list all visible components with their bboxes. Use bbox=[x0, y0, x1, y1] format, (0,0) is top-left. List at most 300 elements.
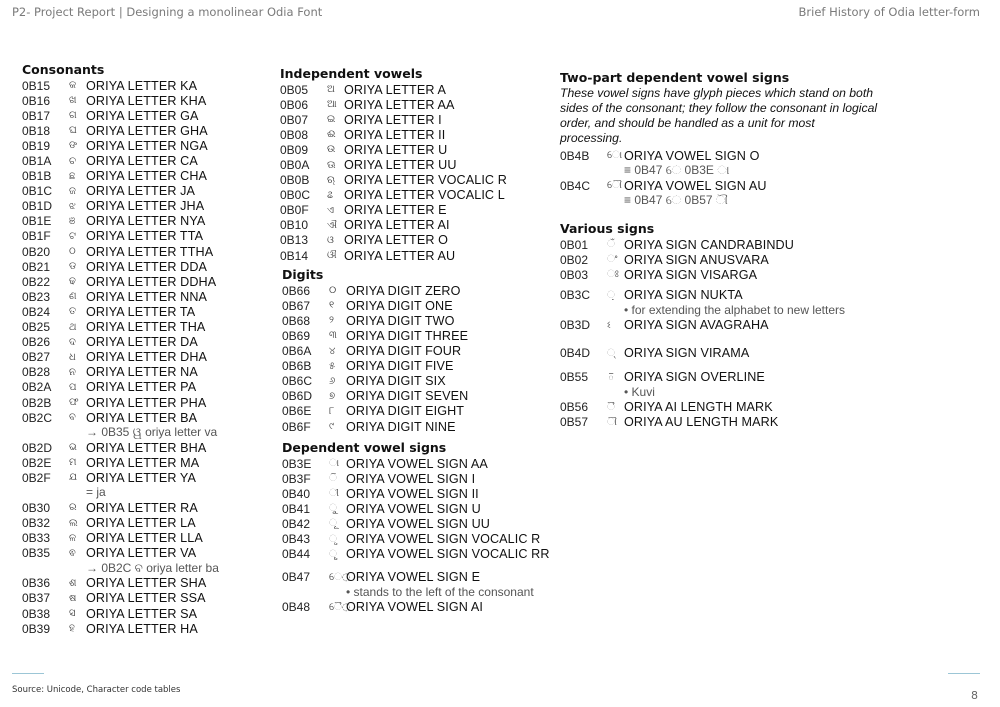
character-name: ORIYA LETTER DDHA bbox=[86, 274, 217, 289]
character-row bbox=[560, 287, 880, 302]
code-point: 0B22 bbox=[22, 274, 51, 289]
code-point: 0B18 bbox=[22, 123, 51, 138]
character-note: ≡ 0B47 େ 0B3E ା bbox=[624, 163, 730, 178]
column-two bbox=[280, 65, 550, 615]
character-row bbox=[22, 229, 219, 244]
glyph-sample: ଡ bbox=[69, 261, 77, 273]
character-name: ORIYA SIGN OVERLINE bbox=[624, 370, 765, 385]
character-row bbox=[560, 400, 880, 415]
glyph-sample: ତ bbox=[69, 306, 77, 318]
code-point: 0B37 bbox=[22, 591, 51, 606]
character-row bbox=[560, 415, 880, 430]
character-row bbox=[22, 93, 219, 108]
code-point: 0B1E bbox=[22, 214, 52, 229]
character-row bbox=[22, 123, 219, 138]
character-row bbox=[282, 313, 550, 328]
glyph-sample: ଣ bbox=[69, 291, 77, 303]
code-point: 0B1F bbox=[22, 229, 51, 244]
character-name: ORIYA LETTER KA bbox=[86, 78, 198, 93]
character-row bbox=[22, 169, 219, 184]
glyph-sample: ଢ bbox=[69, 276, 76, 288]
code-point: 0B26 bbox=[22, 335, 51, 350]
character-row bbox=[560, 318, 880, 333]
glyph-sample: ଞ bbox=[69, 215, 76, 227]
glyph-sample: େ◌ bbox=[329, 571, 351, 583]
character-row bbox=[560, 148, 880, 163]
glyph-sample: ଲ bbox=[69, 517, 78, 529]
character-name: ORIYA LETTER SA bbox=[86, 606, 198, 621]
glyph-sample: ଛ bbox=[69, 170, 76, 182]
character-row bbox=[280, 188, 550, 203]
character-note: ≡ 0B47 େ 0B57 ୗ bbox=[624, 193, 728, 208]
character-row bbox=[22, 576, 219, 591]
various-signs-group-3 bbox=[560, 346, 880, 361]
character-note: • Kuvi bbox=[624, 384, 655, 399]
code-point: 0B01 bbox=[560, 237, 589, 252]
code-point: 0B6C bbox=[282, 374, 313, 389]
code-point: 0B25 bbox=[22, 320, 51, 335]
code-point: 0B09 bbox=[280, 142, 309, 157]
code-point: 0B56 bbox=[560, 400, 589, 415]
glyph-sample: ଉ bbox=[327, 144, 336, 156]
character-name: ORIYA LETTER VOCALIC L bbox=[344, 188, 505, 203]
code-point: 0B28 bbox=[22, 365, 51, 380]
character-row bbox=[22, 350, 219, 365]
character-name: ORIYA LETTER PHA bbox=[86, 395, 207, 410]
dependent-vowels-list bbox=[282, 456, 550, 562]
various-signs-group-1 bbox=[560, 237, 880, 282]
character-note: = ja bbox=[86, 485, 106, 500]
digits-list bbox=[282, 283, 550, 434]
character-row bbox=[282, 600, 550, 615]
character-name: ORIYA LETTER E bbox=[344, 203, 447, 218]
character-row bbox=[22, 214, 219, 229]
glyph-sample: ◌ୄ bbox=[329, 548, 337, 560]
character-name: ORIYA SIGN NUKTA bbox=[624, 288, 743, 303]
character-row bbox=[282, 456, 550, 471]
glyph-sample: ଗ bbox=[69, 110, 77, 122]
character-row bbox=[22, 470, 219, 485]
character-name: ORIYA SIGN CANDRABINDU bbox=[624, 237, 794, 252]
character-row bbox=[560, 346, 880, 361]
glyph-sample: ୯ bbox=[329, 421, 334, 433]
character-row bbox=[282, 486, 550, 501]
code-point: 0B55 bbox=[560, 370, 589, 385]
code-point: 0B03 bbox=[560, 267, 589, 282]
code-point: 0B6F bbox=[282, 419, 311, 434]
character-row bbox=[282, 389, 550, 404]
glyph-sample: ୭ bbox=[329, 390, 336, 402]
code-point: 0B2A bbox=[22, 380, 52, 395]
glyph-sample: ◌୍ bbox=[607, 347, 615, 359]
code-point: 0B40 bbox=[282, 486, 311, 501]
independent-vowels-list bbox=[280, 82, 550, 263]
glyph-sample: ୪ bbox=[329, 345, 336, 357]
character-row bbox=[280, 173, 550, 188]
code-point: 0B24 bbox=[22, 304, 51, 319]
glyph-sample: ଭ bbox=[69, 442, 77, 454]
character-row bbox=[22, 365, 219, 380]
glyph-sample: ଋ bbox=[327, 174, 336, 186]
glyph-sample: ଅ bbox=[327, 84, 335, 96]
character-note: • for extending the alphabet to new letters bbox=[624, 302, 846, 317]
glyph-sample: ୦ bbox=[329, 285, 337, 297]
character-row bbox=[560, 370, 880, 385]
glyph-sample: ଽ bbox=[607, 319, 611, 331]
character-name: ORIYA LETTER AU bbox=[344, 248, 456, 263]
character-row bbox=[22, 455, 219, 470]
character-name: ORIYA AI LENGTH MARK bbox=[624, 400, 773, 415]
glyph-sample: ଝ bbox=[69, 200, 76, 212]
header-left-title: P2- Project Report | Designing a monolinear Odia Font bbox=[12, 5, 323, 19]
code-point: 0B1B bbox=[22, 169, 52, 184]
code-point: 0B41 bbox=[282, 501, 311, 516]
character-row bbox=[22, 289, 219, 304]
independent-vowels-title: Independent vowels bbox=[280, 66, 423, 81]
code-point: 0B42 bbox=[282, 516, 311, 531]
glyph-sample: ଇ bbox=[327, 114, 336, 126]
glyph-sample: ସ bbox=[69, 608, 76, 620]
code-point: 0B4B bbox=[560, 148, 590, 163]
character-name: ORIYA LETTER TA bbox=[86, 304, 196, 319]
character-name: ORIYA LETTER AI bbox=[344, 218, 450, 233]
code-point: 0B08 bbox=[280, 127, 309, 142]
character-row bbox=[282, 374, 550, 389]
code-point: 0B13 bbox=[280, 233, 309, 248]
glyph-sample: ଊ bbox=[327, 159, 336, 171]
character-row bbox=[282, 328, 550, 343]
character-name: ORIYA LETTER VA bbox=[86, 546, 197, 561]
character-row bbox=[560, 178, 880, 193]
character-name: ORIYA LETTER U bbox=[344, 142, 448, 157]
character-name: ORIYA DIGIT NINE bbox=[346, 419, 456, 434]
consonants-title: Consonants bbox=[22, 62, 105, 77]
character-name: ORIYA DIGIT SIX bbox=[346, 374, 446, 389]
various-signs-group-2 bbox=[560, 287, 880, 332]
footer-rule-left bbox=[12, 673, 44, 674]
dependent-vowels-title: Dependent vowel signs bbox=[282, 440, 447, 456]
character-row bbox=[282, 471, 550, 486]
code-point: 0B0F bbox=[280, 203, 309, 218]
character-row bbox=[280, 218, 550, 233]
glyph-sample: ◌ଁ bbox=[607, 239, 615, 251]
character-row bbox=[282, 404, 550, 419]
character-name: ORIYA AU LENGTH MARK bbox=[624, 415, 779, 430]
character-name: ORIYA LETTER THA bbox=[86, 320, 206, 335]
glyph-sample: ଷ bbox=[69, 592, 77, 604]
code-point: 0B10 bbox=[280, 218, 309, 233]
character-name: ORIYA LETTER VOCALIC R bbox=[344, 173, 507, 188]
character-row bbox=[22, 380, 219, 395]
code-point: 0B30 bbox=[22, 500, 51, 515]
character-row bbox=[22, 138, 219, 153]
character-name: ORIYA VOWEL SIGN AU bbox=[624, 178, 767, 193]
code-point: 0B1C bbox=[22, 184, 53, 199]
character-row bbox=[22, 606, 219, 621]
character-row bbox=[282, 516, 550, 531]
character-row bbox=[282, 532, 550, 547]
glyph-sample: ଈ bbox=[327, 129, 336, 141]
character-row bbox=[22, 320, 219, 335]
two-part-title: Two-part dependent vowel signs bbox=[560, 70, 790, 85]
code-point: 0B4D bbox=[560, 346, 591, 361]
code-point: 0B57 bbox=[560, 415, 589, 430]
character-row bbox=[22, 410, 219, 425]
code-point: 0B68 bbox=[282, 313, 311, 328]
glyph-sample: ◌ୗ bbox=[607, 416, 617, 428]
code-point: 0B36 bbox=[22, 576, 51, 591]
character-name: ORIYA LETTER O bbox=[344, 233, 449, 248]
glyph-sample: ଘ bbox=[69, 125, 77, 137]
glyph-sample: ◌ୁ bbox=[329, 503, 337, 515]
character-row bbox=[22, 440, 219, 455]
character-name: ORIYA LETTER DDA bbox=[86, 259, 208, 274]
character-name: ORIYA LETTER SHA bbox=[86, 576, 207, 591]
consonants-list bbox=[22, 78, 219, 636]
glyph-sample: ◌ା bbox=[329, 458, 340, 470]
glyph-sample: ◌ୀ bbox=[329, 488, 340, 500]
character-row bbox=[22, 78, 219, 93]
glyph-sample: କ bbox=[69, 80, 77, 92]
header-right-title: Brief History of Odia letter-form bbox=[798, 5, 980, 19]
character-name: ORIYA VOWEL SIGN UU bbox=[346, 516, 490, 531]
character-note: → 0B2C ବ oriya letter ba bbox=[86, 560, 219, 575]
code-point: 0B2B bbox=[22, 395, 52, 410]
code-point: 0B02 bbox=[560, 252, 589, 267]
character-row bbox=[280, 112, 550, 127]
character-name: ORIYA LETTER BHA bbox=[86, 440, 207, 455]
code-point: 0B6E bbox=[282, 404, 312, 419]
glyph-sample: ୋ bbox=[607, 150, 623, 162]
code-point: 0B3E bbox=[282, 456, 312, 471]
character-row bbox=[282, 419, 550, 434]
page-number: 8 bbox=[971, 689, 978, 702]
character-row bbox=[22, 591, 219, 606]
code-point: 0B0B bbox=[280, 173, 310, 188]
character-name: ORIYA LETTER I bbox=[344, 112, 442, 127]
code-point: 0B6B bbox=[282, 359, 312, 374]
code-point: 0B47 bbox=[282, 570, 311, 585]
character-name: ORIYA LETTER NNA bbox=[86, 289, 208, 304]
two-part-description: These vowel signs have glyph pieces which stand on both sides of the consonant; they follow the consonant in logical order, and should be handled as a unit for most processing. bbox=[560, 86, 878, 145]
character-name: ORIYA DIGIT TWO bbox=[346, 313, 455, 328]
glyph-sample: ଔ bbox=[327, 250, 337, 262]
glyph-sample: ୫ bbox=[329, 360, 336, 372]
character-name: ORIYA DIGIT ONE bbox=[346, 298, 453, 313]
code-point: 0B1D bbox=[22, 199, 53, 214]
character-row bbox=[282, 547, 550, 562]
code-point: 0B33 bbox=[22, 531, 51, 546]
source-note: Source: Unicode, Character code tables bbox=[12, 685, 181, 695]
glyph-sample: ଳ bbox=[69, 532, 77, 544]
glyph-sample: ଐ bbox=[327, 219, 337, 231]
footer-rule-right bbox=[948, 673, 980, 674]
glyph-sample: ଫ bbox=[69, 397, 79, 409]
character-name: ORIYA DIGIT ZERO bbox=[346, 283, 461, 298]
code-point: 0B4C bbox=[560, 178, 591, 193]
character-row bbox=[22, 395, 219, 410]
glyph-sample: ଚ bbox=[69, 155, 77, 167]
character-row bbox=[22, 500, 219, 515]
character-name: ORIYA LETTER SSA bbox=[86, 591, 206, 606]
character-name: ORIYA LETTER YA bbox=[86, 470, 196, 485]
character-row bbox=[22, 153, 219, 168]
code-point: 0B06 bbox=[280, 97, 309, 112]
character-name: ORIYA VOWEL SIGN I bbox=[346, 471, 476, 486]
code-point: 0B15 bbox=[22, 78, 51, 93]
code-point: 0B27 bbox=[22, 350, 51, 365]
character-name: ORIYA LETTER RA bbox=[86, 500, 198, 515]
character-row bbox=[282, 570, 550, 585]
glyph-sample: ଦ bbox=[69, 336, 76, 348]
character-row bbox=[560, 252, 880, 267]
code-point: 0B19 bbox=[22, 138, 51, 153]
character-name: ORIYA LETTER A bbox=[344, 82, 446, 97]
character-row bbox=[282, 501, 550, 516]
glyph-sample: ୈ◌ bbox=[329, 601, 351, 613]
code-point: 0B2F bbox=[22, 470, 51, 485]
character-note: • stands to the left of the consonant bbox=[346, 584, 534, 599]
character-row bbox=[560, 267, 880, 282]
character-row bbox=[22, 304, 219, 319]
code-point: 0B3D bbox=[560, 318, 591, 333]
character-name: ORIYA SIGN ANUSVARA bbox=[624, 252, 769, 267]
character-note: → 0B35 ୱ oriya letter va bbox=[86, 425, 218, 440]
code-point: 0B2C bbox=[22, 410, 53, 425]
code-point: 0B43 bbox=[282, 532, 311, 547]
character-row bbox=[280, 127, 550, 142]
code-point: 0B44 bbox=[282, 547, 311, 562]
column-three bbox=[560, 69, 880, 430]
character-name: ORIYA LETTER CA bbox=[86, 154, 198, 169]
character-row bbox=[22, 244, 219, 259]
glyph-sample: ୬ bbox=[329, 375, 336, 387]
character-row bbox=[22, 274, 219, 289]
character-name: ORIYA LETTER KHA bbox=[86, 93, 207, 108]
character-row bbox=[22, 516, 219, 531]
character-row bbox=[280, 203, 550, 218]
code-point: 0B6D bbox=[282, 389, 313, 404]
character-name: ORIYA VOWEL SIGN AI bbox=[346, 600, 483, 615]
character-row bbox=[22, 184, 219, 199]
character-name: ORIYA LETTER NA bbox=[86, 365, 198, 380]
character-name: ORIYA DIGIT FIVE bbox=[346, 359, 454, 374]
glyph-sample: ଠ bbox=[69, 246, 76, 258]
character-row bbox=[280, 97, 550, 112]
character-name: ORIYA DIGIT THREE bbox=[346, 328, 469, 343]
character-name: ORIYA LETTER DA bbox=[86, 335, 198, 350]
glyph-sample: ◌୕ bbox=[607, 373, 615, 385]
character-name: ORIYA VOWEL SIGN VOCALIC R bbox=[346, 532, 541, 547]
character-name: ORIYA SIGN VISARGA bbox=[624, 267, 758, 282]
character-row bbox=[282, 359, 550, 374]
code-point: 0B05 bbox=[280, 82, 309, 97]
glyph-sample: ଖ bbox=[69, 95, 77, 107]
character-name: ORIYA LETTER PA bbox=[86, 380, 197, 395]
glyph-sample: ପ bbox=[69, 381, 77, 393]
glyph-sample: ୮ bbox=[329, 405, 335, 417]
character-name: ORIYA LETTER NGA bbox=[86, 138, 208, 153]
character-name: ORIYA VOWEL SIGN II bbox=[346, 486, 479, 501]
glyph-sample: ହ bbox=[69, 623, 75, 635]
character-name: ORIYA LETTER AA bbox=[344, 97, 455, 112]
glyph-sample: ଵ bbox=[69, 547, 76, 559]
glyph-sample: ଏ bbox=[327, 204, 335, 216]
character-name: ORIYA LETTER JA bbox=[86, 184, 196, 199]
digits-title: Digits bbox=[282, 267, 324, 283]
code-point: 0B2E bbox=[22, 455, 52, 470]
code-point: 0B69 bbox=[282, 328, 311, 343]
character-name: ORIYA DIGIT FOUR bbox=[346, 344, 462, 359]
code-point: 0B20 bbox=[22, 244, 51, 259]
glyph-sample: ବ bbox=[69, 412, 76, 424]
glyph-sample: ଧ bbox=[69, 351, 76, 363]
character-row bbox=[282, 344, 550, 359]
character-row bbox=[280, 233, 550, 248]
character-name: ORIYA VOWEL SIGN VOCALIC RR bbox=[346, 547, 550, 562]
character-name: ORIYA VOWEL SIGN O bbox=[624, 148, 760, 163]
character-row bbox=[280, 157, 550, 172]
character-name: ORIYA LETTER CHA bbox=[86, 169, 208, 184]
glyph-sample: ◌ଃ bbox=[607, 269, 619, 281]
character-row bbox=[22, 335, 219, 350]
character-name: ORIYA LETTER BA bbox=[86, 410, 198, 425]
consonants-section bbox=[22, 61, 219, 636]
glyph-sample: ଟ bbox=[69, 230, 76, 242]
code-point: 0B32 bbox=[22, 516, 51, 531]
code-point: 0B0A bbox=[280, 158, 310, 173]
glyph-sample: ◌ୂ bbox=[329, 518, 337, 530]
character-name: ORIYA DIGIT SEVEN bbox=[346, 389, 469, 404]
character-name: ORIYA LETTER GHA bbox=[86, 123, 208, 138]
glyph-sample: ଆ bbox=[327, 99, 337, 111]
character-row bbox=[280, 248, 550, 263]
glyph-sample: ଙ bbox=[69, 140, 78, 152]
two-part-list bbox=[560, 148, 880, 208]
character-row bbox=[22, 259, 219, 274]
glyph-sample: ◌ୃ bbox=[329, 533, 337, 545]
glyph-sample: ୧ bbox=[329, 300, 335, 312]
code-point: 0B35 bbox=[22, 546, 51, 561]
code-point: 0B17 bbox=[22, 108, 51, 123]
character-name: ORIYA SIGN AVAGRAHA bbox=[624, 318, 769, 333]
code-point: 0B07 bbox=[280, 112, 309, 127]
code-point: 0B23 bbox=[22, 289, 51, 304]
character-name: ORIYA VOWEL SIGN U bbox=[346, 501, 481, 516]
glyph-sample: ◌ଂ bbox=[607, 254, 618, 266]
character-name: ORIYA LETTER NYA bbox=[86, 214, 206, 229]
character-row bbox=[22, 531, 219, 546]
character-row bbox=[22, 108, 219, 123]
character-name: ORIYA LETTER GA bbox=[86, 108, 199, 123]
character-name: ORIYA LETTER HA bbox=[86, 621, 198, 636]
character-row bbox=[280, 82, 550, 97]
character-row bbox=[282, 298, 550, 313]
code-point: 0B2D bbox=[22, 440, 53, 455]
character-name: ORIYA LETTER TTHA bbox=[86, 244, 214, 259]
character-row bbox=[280, 142, 550, 157]
glyph-sample: ◌଼ bbox=[607, 289, 615, 301]
character-name: ORIYA LETTER LLA bbox=[86, 531, 203, 546]
glyph-sample: ର bbox=[69, 502, 77, 514]
character-name: ORIYA LETTER UU bbox=[344, 158, 457, 173]
glyph-sample: ◌ି bbox=[329, 473, 337, 485]
glyph-sample: ନ bbox=[69, 366, 76, 378]
character-name: ORIYA LETTER MA bbox=[86, 455, 200, 470]
code-point: 0B6A bbox=[282, 344, 312, 359]
glyph-sample: ଶ bbox=[69, 577, 77, 589]
character-name: ORIYA LETTER LA bbox=[86, 516, 196, 531]
